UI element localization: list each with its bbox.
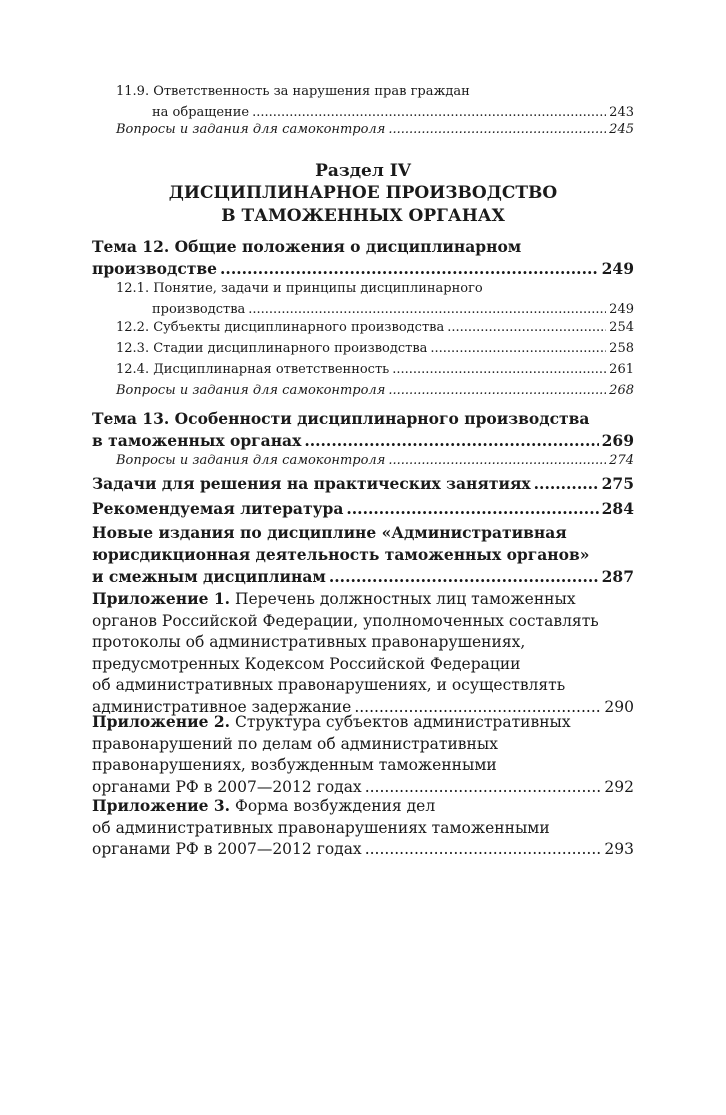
page-number: 290 [604,697,634,716]
toc-entry-title: Вопросы и задания для самоконтроля [116,122,386,137]
toc-entry-title-cont: и смежным дисциплинам [92,567,326,586]
dot-leader [388,120,606,140]
toc-entry-title-cont: предусмотренных Кодексом Российской Федерации [92,654,521,673]
page-number: 268 [609,383,634,398]
toc-entry-title-cont: на обращение [152,105,250,120]
toc-entry-12-3 [116,339,634,359]
dot-leader [392,360,606,380]
toc-entry-title: Задачи для решения на практических занятиях [92,474,531,493]
toc-entry-12-1 [116,277,634,320]
toc-entry-title: 12.3. Стадии дисциплинарного производства [116,341,428,356]
dot-leader [534,473,599,495]
toc-entry-tasks [92,473,634,495]
toc-entry-title: 12.1. Понятие, задачи и принципы дисциплинарного [116,281,483,296]
page-number: 287 [601,567,634,586]
page-number: 275 [601,474,634,493]
dot-leader [388,451,606,471]
toc-entry-title: Вопросы и задания для самоконтроля [116,453,386,468]
toc-entry-title-cont: об административных правонарушениях, и осуществлять [92,676,566,695]
toc-entry-title-cont: правонарушениях, возбужденным таможенными [92,756,497,775]
appendix-label: Приложение 3. [92,796,231,815]
toc-entry-title: Форма возбуждения дел [230,797,436,815]
toc-appendix-1 [92,588,634,719]
page-number: 284 [601,499,634,518]
section-title [0,182,726,228]
toc-entry-title: 12.2. Субъекты дисциплинарного производства [116,320,445,335]
toc-topic-title: Тема 12. Общие положения о дисциплинарном [92,237,522,256]
page-number: 245 [609,122,634,137]
page-number: 254 [609,320,634,335]
page-number: 292 [604,777,634,796]
toc-topic-title: Тема 13. Особенности дисциплинарного производства [92,409,590,428]
dot-leader [447,318,606,338]
appendix-label: Приложение 1. [92,589,231,608]
appendix-label: Приложение 2. [92,712,231,731]
toc-entry-title-cont: об административных правонарушениях таможенными [92,818,550,837]
page-number: 293 [604,840,634,859]
section-title-line: В ТАМОЖЕННЫХ ОРГАНАХ [221,206,505,226]
toc-topic-12 [92,236,634,280]
toc-appendix-3 [92,795,634,861]
toc-topic-13 [92,408,634,452]
dot-leader [365,839,602,861]
toc-entry-title: Вопросы и задания для самоконтроля [116,383,386,398]
page-number: 274 [609,453,634,468]
toc-entry-12-4 [116,360,634,380]
page-number: 243 [609,105,634,120]
toc-entry-title-cont: органов Российской Федерации, уполномоченных составлять [92,611,599,630]
toc-entry-title-cont: производства [152,302,246,317]
page-number: 269 [601,431,634,450]
toc-entry-title-cont: органами РФ в 2007—2012 годах [92,840,362,859]
toc-entry-title: Рекомендуемая литература [92,499,344,518]
toc-appendix-2 [92,711,634,798]
toc-entry-questions-13 [116,451,634,471]
toc-entry-questions-12 [116,381,634,401]
section-title-line: ДИСЦИПЛИНАРНОЕ ПРОИЗВОДСТВО [168,183,558,203]
toc-entry-title-cont: органами РФ в 2007—2012 годах [92,777,362,796]
toc-entry-title-cont: протоколы об административных правонарушениях, [92,633,526,652]
toc-entry-title: 11.9. Ответственность за нарушения прав граждан [116,84,470,99]
dot-leader [388,381,606,401]
toc-entry-title: Новые издания по дисциплине «Административная [92,523,567,542]
toc-entry-title: 12.4. Дисциплинарная ответственность [116,362,390,377]
toc-entry-11-9 [116,80,634,123]
dot-leader [304,430,598,452]
toc-entry-questions-11 [116,120,634,140]
toc-entry-title-cont: юрисдикционная деятельность таможенных органов» [92,545,590,564]
toc-entry-literature [92,498,634,520]
page-number: 249 [601,259,634,278]
toc-entry-title-cont: правонарушений по делам об административных [92,734,498,753]
toc-entry-title: Структура субъектов административных [230,713,571,731]
toc-topic-title-cont: производстве [92,259,218,278]
dot-leader [346,498,598,520]
toc-entry-title-cont: административное задержание [92,697,352,716]
toc-entry-new-editions [92,522,634,588]
dot-leader [248,300,606,320]
section-number: Раздел IV [315,161,411,181]
page-number: 249 [609,302,634,317]
page-number: 258 [609,341,634,356]
page-number: 261 [609,362,634,377]
dot-leader [329,566,599,588]
toc-topic-title-cont: в таможенных органах [92,431,302,450]
dot-leader [430,339,606,359]
toc-entry-12-2 [116,318,634,338]
toc-entry-title: Перечень должностных лиц таможенных [230,590,576,608]
